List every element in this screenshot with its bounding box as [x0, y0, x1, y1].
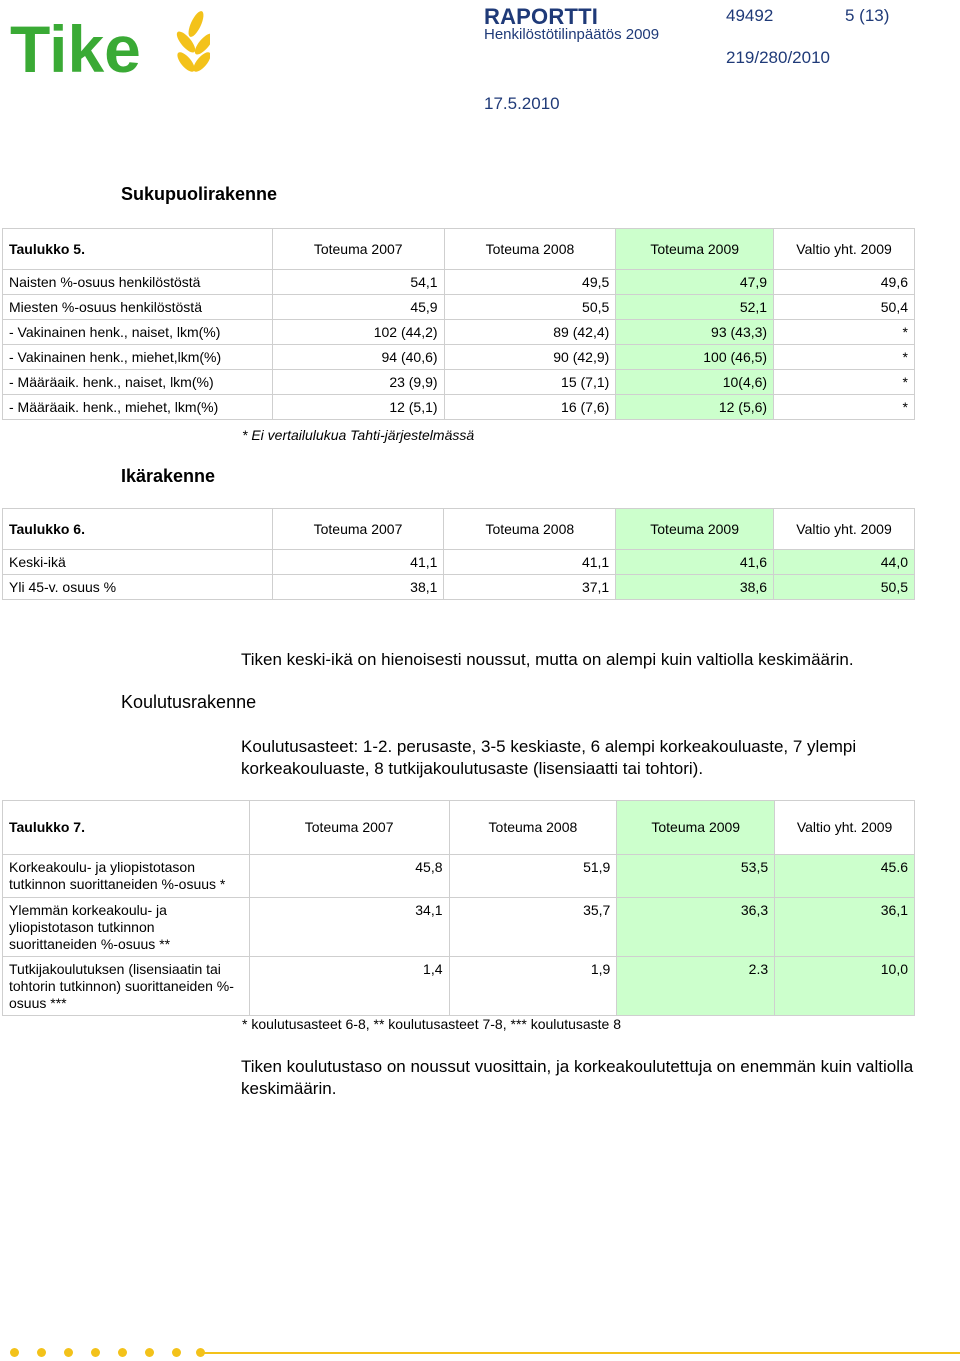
- cell: 2.3: [617, 957, 775, 1016]
- row-label: Naisten %-osuus henkilöstöstä: [3, 270, 273, 295]
- cell: 36,3: [617, 898, 775, 957]
- table-header-row: [3, 229, 915, 270]
- cell: 94 (40,6): [272, 345, 444, 370]
- row-label: Keski-ikä: [3, 550, 273, 575]
- cell: 54,1: [272, 270, 444, 295]
- table-5-note: * Ei vertailulukua Tahti-järjestelmässä: [242, 427, 475, 443]
- cell: 45.6: [775, 855, 915, 898]
- column-header: Toteuma 2008: [449, 801, 617, 855]
- cell: 45,8: [249, 855, 449, 898]
- row-label: Ylemmän korkeakoulu- ja yliopistotason tutkinnon suorittaneiden %-osuus **: [3, 898, 250, 957]
- column-header: Toteuma 2009: [616, 509, 774, 550]
- cell: 10,0: [775, 957, 915, 1016]
- table-caption: Taulukko 5.: [3, 229, 273, 270]
- table-5: [2, 228, 915, 420]
- cell: 49,5: [444, 270, 616, 295]
- row-label: - Vakinainen henk., naiset, lkm(%): [3, 320, 273, 345]
- cell: 41,1: [444, 550, 616, 575]
- cell: 15 (7,1): [444, 370, 616, 395]
- table-row: [3, 898, 915, 957]
- cell: 90 (42,9): [444, 345, 616, 370]
- table-row: [3, 550, 915, 575]
- table-header-row: [3, 509, 915, 550]
- page-number: 5 (13): [845, 6, 890, 25]
- cell: 37,1: [444, 575, 616, 600]
- cell: 100 (46,5): [616, 345, 774, 370]
- table-7: [2, 800, 915, 1016]
- table-row: [3, 370, 915, 395]
- column-header: Valtio yht. 2009: [774, 229, 915, 270]
- section-title-age: Ikärakenne: [121, 466, 216, 486]
- column-header: Toteuma 2008: [444, 509, 616, 550]
- row-label: - Vakinainen henk., miehet,lkm(%): [3, 345, 273, 370]
- table-7-note: * koulutusasteet 6-8, ** koulutusasteet 7-8, *** koulutusaste 8: [242, 1016, 622, 1032]
- table-6: [2, 508, 915, 600]
- age-summary-text: Tiken keski-ikä on hienoisesti noussut, mutta on alempi kuin valtiolla keskimäärin.: [241, 650, 854, 669]
- cell: 1,9: [449, 957, 617, 1016]
- cell: *: [774, 370, 915, 395]
- column-header: Toteuma 2009: [616, 229, 774, 270]
- column-header: Toteuma 2007: [272, 509, 444, 550]
- report-date: 17.5.2010: [484, 94, 560, 113]
- document-number: 49492: [726, 6, 774, 25]
- cell: 41,1: [272, 550, 444, 575]
- column-header: Valtio yht. 2009: [774, 509, 915, 550]
- cell: *: [774, 345, 915, 370]
- column-header: Toteuma 2008: [444, 229, 616, 270]
- cell: *: [774, 320, 915, 345]
- table-caption: Taulukko 7.: [3, 801, 250, 855]
- cell: 52,1: [616, 295, 774, 320]
- education-levels-text: Koulutusasteet: 1-2. perusaste, 3-5 keskiaste, 6 alempi korkeakouluaste, 7 ylempi korkeakouluaste, 8 tutkijakoulutusaste (lisensiaatti tai tohtori).: [241, 737, 857, 778]
- table-row: [3, 270, 915, 295]
- row-label: - Määräaik. henk., naiset, lkm(%): [3, 370, 273, 395]
- row-label: Miesten %-osuus henkilöstöstä: [3, 295, 273, 320]
- row-label: Yli 45-v. osuus %: [3, 575, 273, 600]
- cell: 38,6: [616, 575, 774, 600]
- cell: 44,0: [774, 550, 915, 575]
- report-subtitle: Henkilöstötilinpäätös 2009: [484, 26, 660, 43]
- cell: 34,1: [249, 898, 449, 957]
- cell: 49,6: [774, 270, 915, 295]
- cell: 16 (7,6): [444, 395, 616, 420]
- table-row: [3, 395, 915, 420]
- cell: 23 (9,9): [272, 370, 444, 395]
- cell: 89 (42,4): [444, 320, 616, 345]
- table-row: [3, 345, 915, 370]
- section-title-gender: Sukupuolirakenne: [121, 184, 278, 204]
- cell: 50,5: [774, 575, 915, 600]
- table-row: [3, 320, 915, 345]
- logo-text: Tike: [10, 12, 141, 80]
- cell: 1,4: [249, 957, 449, 1016]
- cell: 50,5: [444, 295, 616, 320]
- cell: 102 (44,2): [272, 320, 444, 345]
- cell: 50,4: [774, 295, 915, 320]
- table-caption: Taulukko 6.: [3, 509, 273, 550]
- table-row: [3, 295, 915, 320]
- column-header: Toteuma 2009: [617, 801, 775, 855]
- table-row: [3, 575, 915, 600]
- cell: 45,9: [272, 295, 444, 320]
- row-label: Korkeakoulu- ja yliopistotason tutkinnon suorittaneiden %-osuus *: [3, 855, 250, 898]
- row-label: - Määräaik. henk., miehet, lkm(%): [3, 395, 273, 420]
- cell: 10(4,6): [616, 370, 774, 395]
- footer-dots-decoration: [10, 1348, 960, 1360]
- cell: 38,1: [272, 575, 444, 600]
- cell: 93 (43,3): [616, 320, 774, 345]
- cell: 53,5: [617, 855, 775, 898]
- table-row: [3, 957, 915, 1016]
- cell: *: [774, 395, 915, 420]
- row-label: Tutkijakoulutuksen (lisensiaatin tai tohtorin tutkinnon) suorittaneiden %-osuus ***: [3, 957, 250, 1016]
- table-row: [3, 855, 915, 898]
- cell: 35,7: [449, 898, 617, 957]
- cell: 36,1: [775, 898, 915, 957]
- column-header: Toteuma 2007: [272, 229, 444, 270]
- cell: 12 (5,6): [616, 395, 774, 420]
- column-header: Toteuma 2007: [249, 801, 449, 855]
- table-header-row: [3, 801, 915, 855]
- cell: 47,9: [616, 270, 774, 295]
- column-header: Valtio yht. 2009: [775, 801, 915, 855]
- education-summary-text: Tiken koulutustaso on noussut vuosittain, ja korkeakoulutettuja on enemmän kuin valtiolla keskimäärin.: [241, 1057, 914, 1098]
- cell: 51,9: [449, 855, 617, 898]
- section-title-education: Koulutusrakenne: [121, 692, 257, 712]
- tike-logo: [10, 2, 210, 80]
- reference-number: 219/280/2010: [726, 48, 830, 67]
- report-title: RAPORTTI: [484, 4, 599, 29]
- cell: 12 (5,1): [272, 395, 444, 420]
- cell: 41,6: [616, 550, 774, 575]
